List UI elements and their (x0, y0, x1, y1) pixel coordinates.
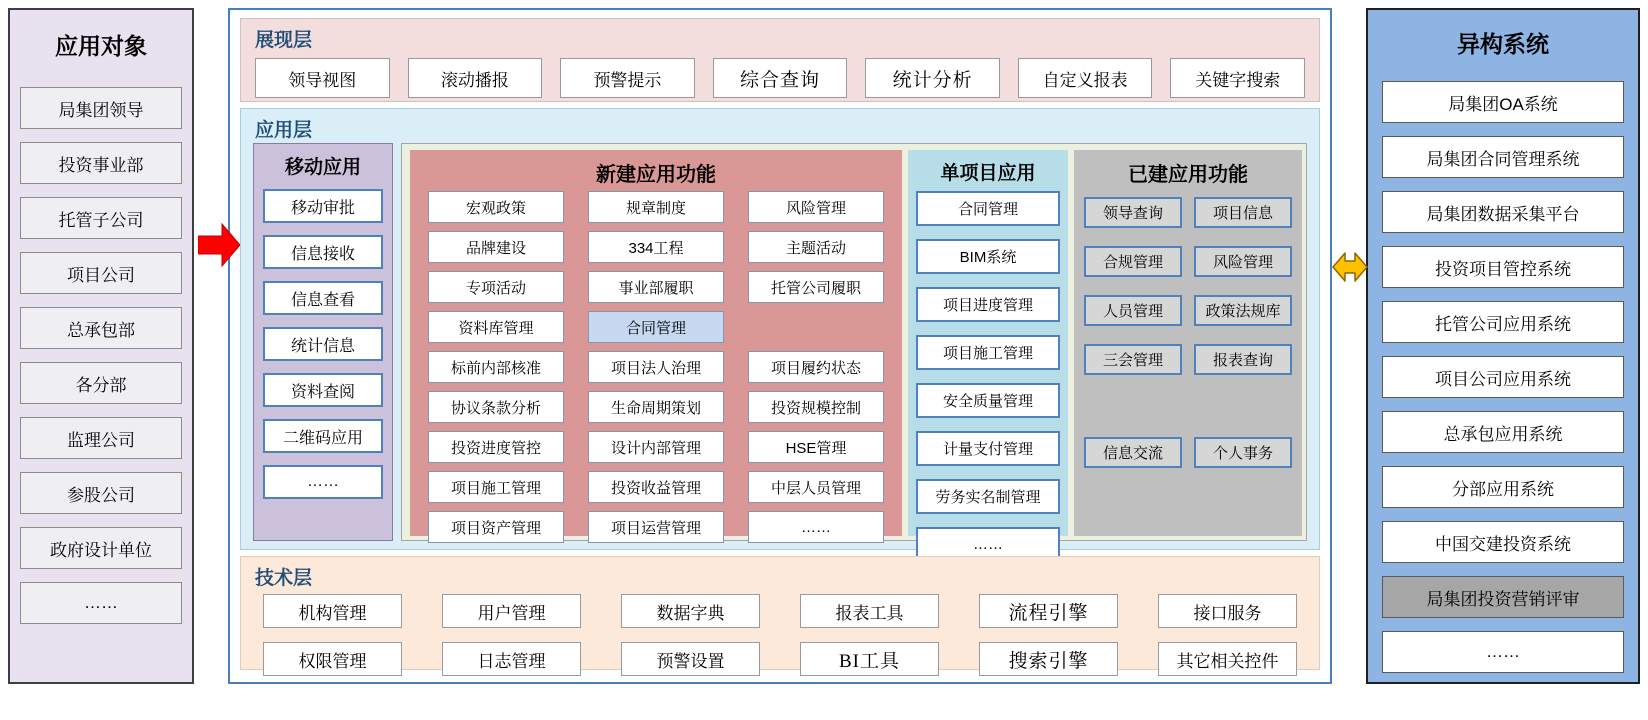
presentation-layer-list (241, 58, 1319, 98)
mobile-app-box: …… (263, 465, 383, 499)
built-app-box: 信息交流 (1084, 437, 1182, 468)
presentation-layer (240, 18, 1320, 102)
orange-double-arrow-icon (1332, 246, 1368, 288)
new-app-function-box: 专项活动 (428, 271, 564, 303)
external-system-box: 局集团数据采集平台 (1382, 191, 1624, 233)
red-right-arrow-icon (198, 222, 240, 268)
new-app-function-box: HSE管理 (748, 431, 884, 463)
tech-component-box: 数据字典 (621, 594, 760, 628)
external-system-box: 局集团投资营销评审 (1382, 576, 1624, 618)
tech-component-box: 接口服务 (1158, 594, 1297, 628)
single-project-title: 单项目应用 (940, 163, 1036, 184)
presentation-function-box: 领导视图 (255, 58, 390, 98)
app-object-box: 监理公司 (20, 417, 182, 459)
single-project-list (908, 191, 1068, 562)
app-object-box: 局集团领导 (20, 87, 182, 129)
app-object-box: …… (20, 582, 182, 624)
new-app-functions-col1 (428, 191, 564, 543)
app-object-box: 投资事业部 (20, 142, 182, 184)
built-app-functions-col2 (1194, 197, 1292, 468)
external-system-box: 总承包应用系统 (1382, 411, 1624, 453)
external-system-box: 项目公司应用系统 (1382, 356, 1624, 398)
built-app-box: 人员管理 (1084, 295, 1182, 326)
tech-component-box: 报表工具 (800, 594, 939, 628)
external-systems-list (1368, 81, 1638, 673)
new-app-function-box: 项目施工管理 (428, 471, 564, 503)
app-object-box: 托管子公司 (20, 197, 182, 239)
external-system-box: 托管公司应用系统 (1382, 301, 1624, 343)
presentation-function-box: 综合查询 (713, 58, 848, 98)
technology-layer-list (241, 592, 1319, 676)
mobile-app-box: 统计信息 (263, 327, 383, 361)
tech-component-box: 权限管理 (263, 642, 402, 676)
new-app-function-box: …… (748, 511, 884, 543)
presentation-function-box: 预警提示 (560, 58, 695, 98)
new-app-function-box: 生命周期策划 (588, 391, 724, 423)
single-project-panel (908, 150, 1068, 553)
app-object-box: 政府设计单位 (20, 527, 182, 569)
new-app-functions-grid (410, 187, 902, 543)
platform-container (228, 8, 1332, 684)
new-app-function-box: 宏观政策 (428, 191, 564, 223)
single-project-box: 安全质量管理 (916, 383, 1060, 418)
external-system-box: 局集团OA系统 (1382, 81, 1624, 123)
external-system-box: 中国交建投资系统 (1382, 521, 1624, 563)
tech-component-box: 其它相关控件 (1158, 642, 1297, 676)
tech-component-box: 预警设置 (621, 642, 760, 676)
built-app-box: 风险管理 (1194, 246, 1292, 277)
mobile-app-box: 资料查阅 (263, 373, 383, 407)
new-app-function-box: 标前内部核准 (428, 351, 564, 383)
built-app-functions-col1 (1084, 197, 1182, 468)
built-app-functions-panel (1074, 150, 1302, 536)
external-system-box: …… (1382, 631, 1624, 673)
new-app-function-box: 设计内部管理 (588, 431, 724, 463)
technology-layer-title: 技术层 (255, 568, 313, 589)
application-layer (240, 108, 1320, 553)
new-app-functions-col3 (748, 191, 884, 543)
mobile-app-box: 信息接收 (263, 235, 383, 269)
new-app-function-box: 项目法人治理 (588, 351, 724, 383)
app-objects-panel (8, 8, 194, 684)
tech-component-box: 用户管理 (442, 594, 581, 628)
built-app-functions-grid (1074, 187, 1302, 468)
external-system-box: 分部应用系统 (1382, 466, 1624, 508)
new-app-function-box: 事业部履职 (588, 271, 724, 303)
new-app-function-box: 协议条款分析 (428, 391, 564, 423)
single-project-box: 项目进度管理 (916, 287, 1060, 322)
mobile-apps-panel (253, 143, 393, 541)
presentation-layer-title: 展现层 (255, 30, 313, 51)
mobile-apps-title: 移动应用 (284, 157, 361, 178)
presentation-function-box: 自定义报表 (1018, 58, 1153, 98)
single-project-box: …… (916, 527, 1060, 562)
single-project-box: 合同管理 (916, 191, 1060, 226)
new-app-function-box: 规章制度 (588, 191, 724, 223)
presentation-function-box: 滚动播报 (408, 58, 543, 98)
new-app-functions-col2 (588, 191, 724, 543)
new-app-function-box: 投资规模控制 (748, 391, 884, 423)
external-systems-title: 异构系统 (1457, 31, 1549, 57)
new-app-function-box: 资料库管理 (428, 311, 564, 343)
mobile-app-box: 信息查看 (263, 281, 383, 315)
built-app-box: 项目信息 (1194, 197, 1292, 228)
built-app-box: 领导查询 (1084, 197, 1182, 228)
new-app-function-box: 项目资产管理 (428, 511, 564, 543)
mobile-apps-list (254, 189, 392, 499)
new-app-function-box: 投资进度管控 (428, 431, 564, 463)
app-object-box: 总承包部 (20, 307, 182, 349)
new-app-function-box: 托管公司履职 (748, 271, 884, 303)
single-project-box: 项目施工管理 (916, 335, 1060, 370)
new-app-function-box: 合同管理 (588, 311, 724, 343)
new-app-function-box: 主题活动 (748, 231, 884, 263)
new-app-function-box: 项目履约状态 (748, 351, 884, 383)
presentation-function-box: 统计分析 (865, 58, 1000, 98)
built-app-box: 合规管理 (1084, 246, 1182, 277)
new-app-function-box: 项目运营管理 (588, 511, 724, 543)
external-system-box: 投资项目管控系统 (1382, 246, 1624, 288)
single-project-box: BIM系统 (916, 239, 1060, 274)
technology-layer (240, 556, 1320, 670)
external-system-box: 局集团合同管理系统 (1382, 136, 1624, 178)
built-app-functions-title: 已建应用功能 (1128, 164, 1248, 186)
tech-component-box: 流程引擎 (979, 594, 1118, 628)
built-app-box: 个人事务 (1194, 437, 1292, 468)
new-app-functions-panel (410, 150, 902, 536)
new-app-function-box: 投资收益管理 (588, 471, 724, 503)
new-app-functions-title: 新建应用功能 (596, 164, 716, 186)
tech-component-box: 机构管理 (263, 594, 402, 628)
built-app-box: 政策法规库 (1194, 295, 1292, 326)
built-app-box: 三会管理 (1084, 344, 1182, 375)
built-app-box: 报表查询 (1194, 344, 1292, 375)
tech-component-box: 日志管理 (442, 642, 581, 676)
new-app-function-box: 风险管理 (748, 191, 884, 223)
new-app-function-box: 中层人员管理 (748, 471, 884, 503)
app-object-box: 各分部 (20, 362, 182, 404)
tech-component-box: 搜索引擎 (979, 642, 1118, 676)
single-project-box: 计量支付管理 (916, 431, 1060, 466)
new-app-function-box: 品牌建设 (428, 231, 564, 263)
functions-wrapper (401, 143, 1307, 553)
presentation-function-box: 关键字搜索 (1170, 58, 1305, 98)
single-project-box: 劳务实名制管理 (916, 479, 1060, 514)
application-layer-title: 应用层 (255, 120, 313, 141)
app-objects-list (10, 87, 192, 624)
app-objects-title: 应用对象 (55, 33, 147, 59)
tech-component-box: BI工具 (800, 642, 939, 676)
new-app-function-box: 334工程 (588, 231, 724, 263)
mobile-app-box: 二维码应用 (263, 419, 383, 453)
mobile-app-box: 移动审批 (263, 189, 383, 223)
external-systems-panel (1366, 8, 1640, 684)
app-object-box: 参股公司 (20, 472, 182, 514)
app-object-box: 项目公司 (20, 252, 182, 294)
